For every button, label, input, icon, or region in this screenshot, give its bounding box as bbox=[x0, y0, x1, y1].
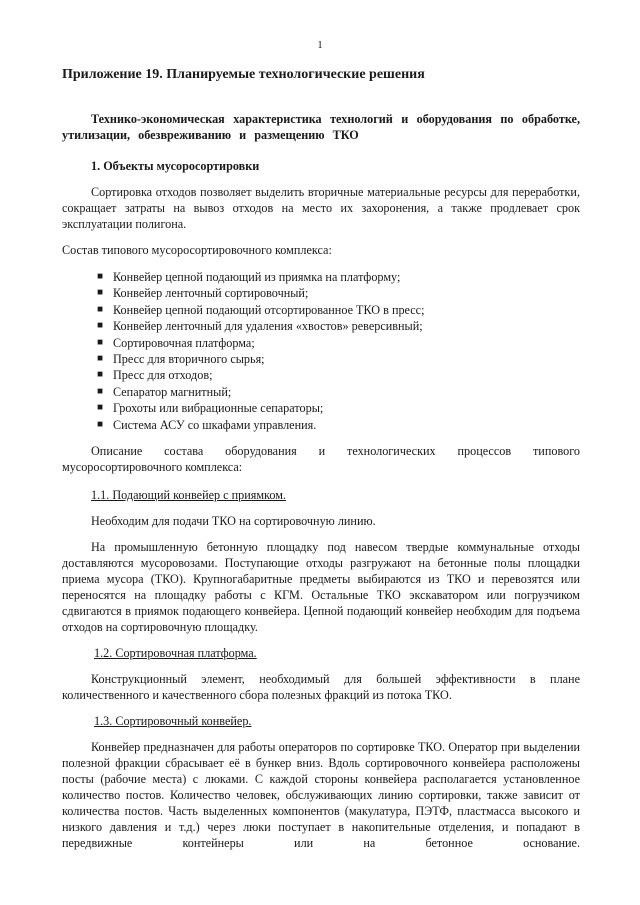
document-body bbox=[62, 66, 580, 851]
subsection-heading-sorting-conveyor bbox=[62, 713, 580, 729]
document-subtitle: Технико-экономическая характеристика технологий и оборудования по обработке, утилизации, обезвреживанию и размещению ТКО bbox=[62, 112, 580, 142]
list-item-text: Грохоты или вибрационные сепараторы; bbox=[113, 401, 324, 416]
list-item bbox=[97, 417, 580, 433]
list-item-text: Конвейер цепной подающий отсортированное ТКО в пресс; bbox=[113, 302, 425, 317]
composition-label: Состав типового мусоросортировочного комплекса: bbox=[62, 243, 332, 257]
subsection-heading-feed-conveyor bbox=[62, 487, 580, 503]
feed-conveyor-purpose: Необходим для подачи ТКО на сортировочную линию. bbox=[91, 514, 376, 529]
list-item-text: Конвейер ленточный для удаления «хвостов» реверсивный; bbox=[113, 319, 423, 334]
list-item-text: Сепаратор магнитный; bbox=[113, 384, 232, 399]
bullet-icon: ■ bbox=[97, 320, 104, 332]
bullet-icon: ■ bbox=[97, 385, 104, 397]
list-item bbox=[97, 318, 580, 334]
list-item bbox=[97, 367, 580, 383]
equipment-list bbox=[62, 269, 580, 433]
sorting-platform-description: Конструкционный элемент, необходимый для большей эффективности в плане количественного и качественного сбора полезных фракций из потока ТКО. bbox=[62, 672, 580, 703]
list-item bbox=[97, 335, 580, 351]
description-line-2: мусоросортировочного комплекса: bbox=[62, 460, 243, 475]
sorting-conveyor-description: Конвейер предназначен для работы операторов по сортировке ТКО. Оператор при выделении полезной фракции сбрасывает её в бункер вниз. Вдоль сортировочного конвейера расположены посты (рабочие места) с люками. С каждой стороны конвейера располагается установленное количество постов. Количество человек, обслуживающих линию сортировки, также зависит от количества постов. Часть выделенных компонентов (макулатура, ПЭТФ, пластмасса высокого и низкого давления и т.д.) через люки поступает в накопительные отделения, и попадают в передвижные контейнеры или на бетонное основание. bbox=[62, 740, 580, 851]
list-item bbox=[97, 384, 580, 400]
list-item bbox=[97, 269, 580, 285]
subsection-heading-text: 1.1. Подающий конвейер с приямком. bbox=[91, 488, 286, 503]
document-title: Приложение 19. Планируемые технологические решения bbox=[62, 67, 425, 82]
page-number: 1 bbox=[317, 39, 323, 51]
bullet-icon: ■ bbox=[97, 287, 104, 299]
list-item-text: Пресс для отходов; bbox=[113, 368, 213, 383]
bullet-icon: ■ bbox=[97, 271, 104, 282]
feed-conveyor-description: На промышленную бетонную площадку под навесом твердые коммунальные отходы доставляются мусоровозами. Поступающие отходы разгружают на бетонные полы площадки приема мусора (ТКО). Крупногабаритные предметы выбираются из ТКО и перевозятся или переносятся на площадку работы с КГМ. Остальные ТКО экскаватором или погрузчиком сдвигаются в приямок подающего конвейера. Цепной подающий конвейер необходим для подъема отходов на сортировочную площадку. bbox=[62, 540, 580, 635]
subsection-heading-text: 1.2. Сортировочная платформа. bbox=[94, 646, 257, 661]
list-item-text: Конвейер цепной подающий из приямка на платформу; bbox=[113, 270, 401, 284]
section-heading-sorting-objects: 1. Объекты мусоросортировки bbox=[91, 159, 260, 173]
list-item bbox=[97, 400, 580, 416]
bullet-icon: ■ bbox=[97, 402, 104, 414]
bullet-icon: ■ bbox=[97, 336, 104, 348]
list-item bbox=[97, 285, 580, 301]
description-line-1: Описание состава оборудования и технологических процессов типового bbox=[91, 444, 580, 459]
list-item-text: Конвейер ленточный сортировочный; bbox=[113, 286, 309, 301]
section-intro-paragraph: Сортировка отходов позволяет выделить вторичные материальные ресурсы для переработки, сокращает затраты на вывоз отходов на место их захоронения, а также продлевает срок эксплуатации полигона. bbox=[62, 185, 580, 231]
list-item bbox=[97, 302, 580, 318]
bullet-icon: ■ bbox=[97, 418, 104, 430]
subsection-heading-text: 1.3. Сортировочный конвейер. bbox=[94, 714, 252, 729]
list-item-text: Пресс для вторичного сырья; bbox=[113, 352, 265, 367]
list-item bbox=[97, 351, 580, 367]
list-item-text: Система АСУ со шкафами управления. bbox=[113, 417, 317, 432]
bullet-icon: ■ bbox=[97, 369, 104, 381]
bullet-icon: ■ bbox=[97, 303, 104, 315]
list-item-text: Сортировочная платформа; bbox=[113, 335, 255, 350]
subsection-heading-sorting-platform bbox=[62, 645, 580, 661]
bullet-icon: ■ bbox=[97, 353, 104, 365]
